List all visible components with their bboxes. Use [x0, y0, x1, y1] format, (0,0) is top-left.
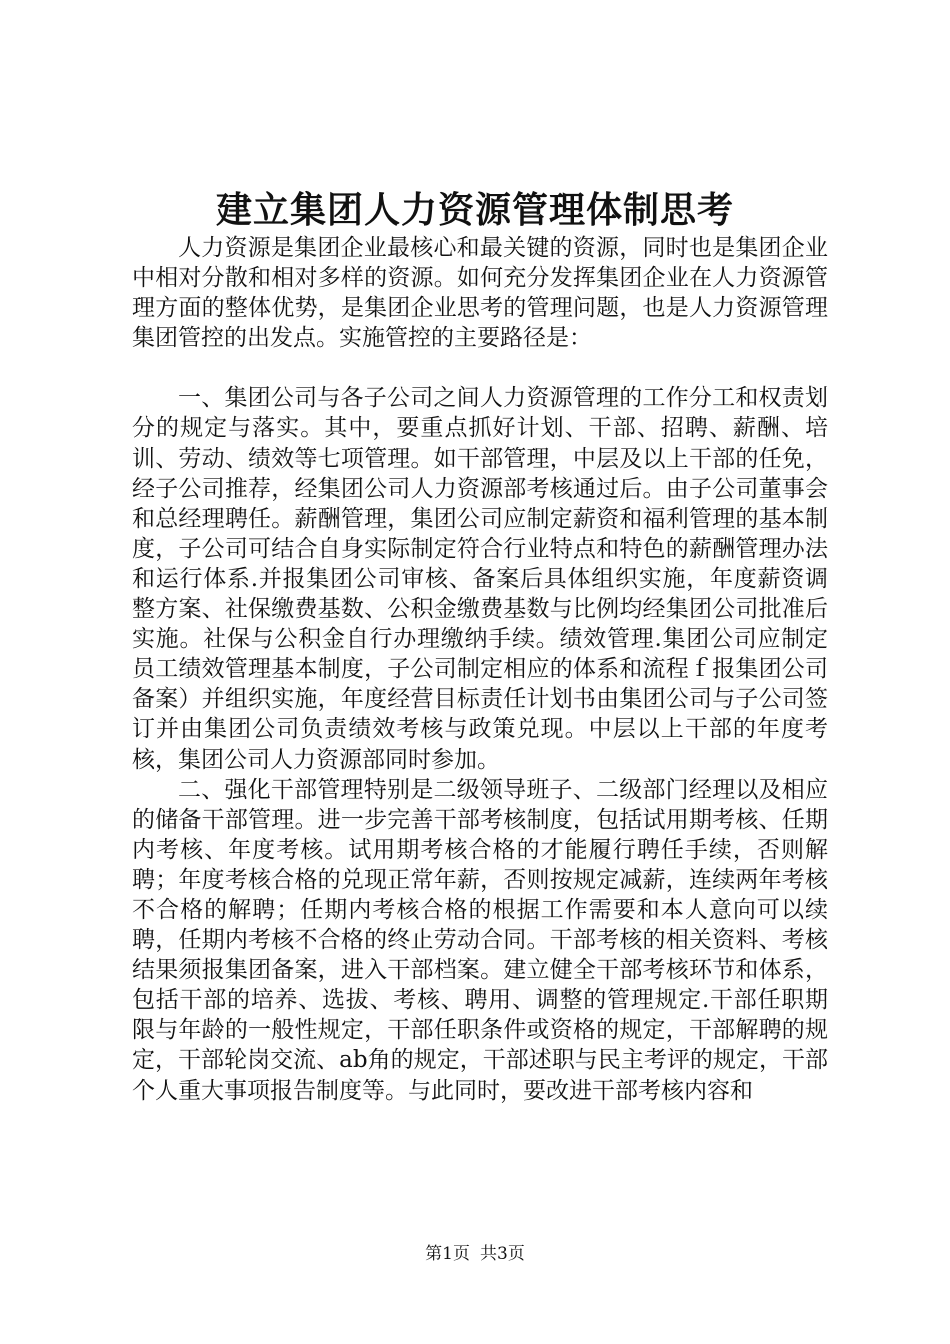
- page-number: 第1页: [425, 1244, 470, 1264]
- page-total: 共3页: [480, 1244, 525, 1264]
- paragraph-section-one: 一、集团公司与各子公司之间人力资源管理的工作分工和权责划分的规定与落实。其中，要重点抓好计划、干部、招聘、薪酬、培训、劳动、绩效等七项管理。如干部管理，中层及以上干部的任免，经子公司推荐，经集团公司人力资源部考核通过后。由子公司董事会和总经理聘任。薪酬管理，集团公司应制定薪资和福利管理的基本制度，子公司可结合自身实际制定符合行业特点和特色的薪酬管理办法和运行体系.并报集团公司审核、备案后具体组织实施，年度薪资调整方案、社保缴费基数、公积金缴费基数与比例均经集团公司批准后实施。社保与公积金自行办理缴纳手续。绩效管理.集团公司应制定员工绩效管理基本制度，子公司制定相应的体系和流程ｆ报集团公司备案）并组织实施，年度经营目标责任计划书由集团公司与子公司签订并由集团公司负责绩效考核与政策兑现。中层以上干部的年度考核，集团公司人力资源部同时参加。: [132, 385, 828, 773]
- document-title: 建立集团人力资源管理体制思考: [215, 189, 734, 231]
- page-footer: [0, 1242, 950, 1266]
- paragraph-spacer: [132, 353, 828, 383]
- paragraph-section-two: 二、强化干部管理特别是二级领导班子、二级部门经理以及相应的储备干部管理。进一步完善干部考核制度，包括试用期考核、任期内考核、年度考核。试用期考核合格的才能履行聘任手续，否则解聘；年度考核合格的兑现正常年薪，否则按规定减薪，连续两年考核不合格的解聘；任期内考核合格的根据工作需要和本人意向可以续聘，任期内考核不合格的终止劳动合同。干部考核的相关资料、考核结果须报集团备案，进入干部档案。建立健全干部考核环节和体系，包括干部的培养、选拔、考核、聘用、调整的管理规定.干部任职期限与年龄的一般性规定，干部任职条件或资格的规定，干部解聘的规定，干部轮岗交流、ab角的规定，干部述职与民主考评的规定，干部个人重大事项报告制度等。与此同时，要改进干部考核内容和: [132, 776, 828, 1104]
- paragraph-intro: 人力资源是集团企业最核心和最关键的资源，同时也是集团企业中相对分散和相对多样的资源。如何充分发挥集团企业在人力资源管理方面的整体优势，是集团企业思考的管理问题，也是人力资源管理集团管控的出发点。实施管控的主要路径是：: [132, 235, 828, 352]
- document-body: [132, 233, 828, 1106]
